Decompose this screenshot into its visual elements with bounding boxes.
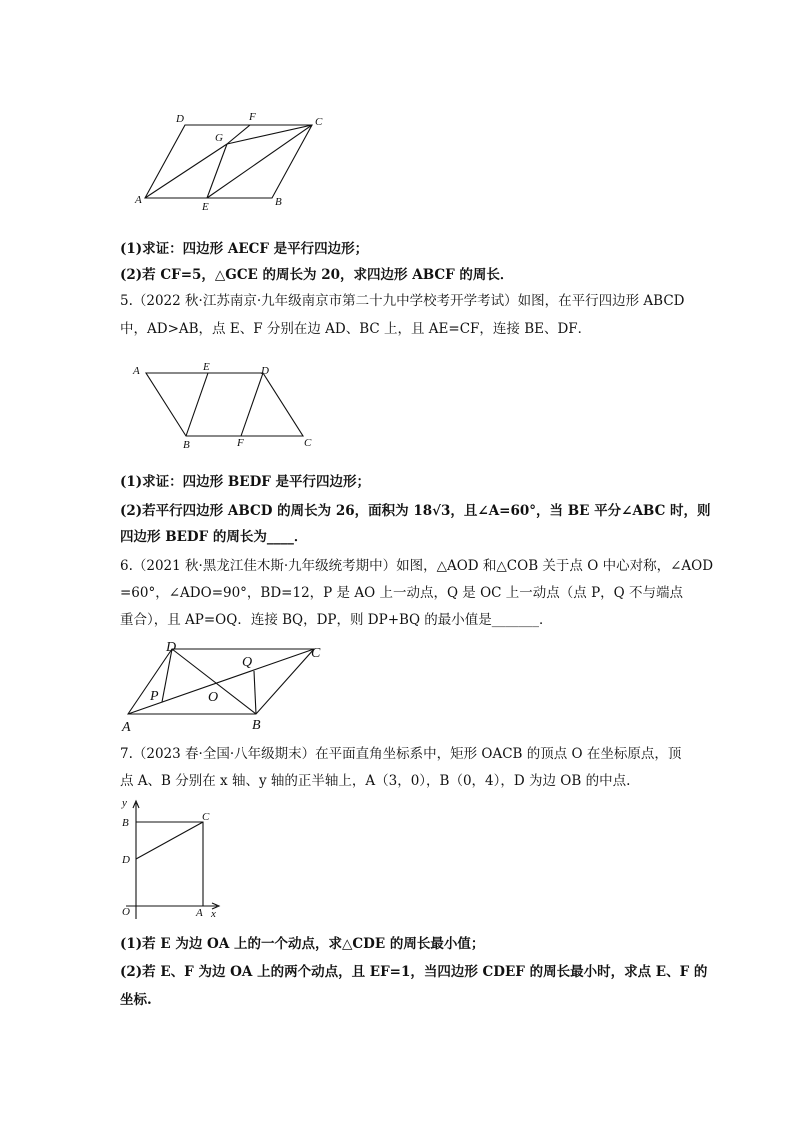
label-a: A [196, 907, 203, 919]
parallelogram-abcd [145, 125, 312, 198]
label-b: B [275, 196, 282, 208]
label-b: B [183, 439, 190, 451]
rectangle-bca [136, 822, 203, 906]
label-a: A [122, 720, 131, 735]
label-g: G [215, 132, 223, 144]
q4-part2: (2)若 CF=5，△GCE 的周长为 20，求四边形 ABCF 的周长． [120, 267, 514, 283]
segment-be [186, 373, 208, 436]
q5-line1: 5.（2022 秋·江苏南京·九年级南京市第二十九中学校考开学考试）如图，在平行四边形 ABCD [120, 293, 685, 309]
label-d: D [176, 113, 184, 125]
label-o: O [122, 906, 130, 918]
q5-part2-line1: (2)若平行四边形 ABCD 的周长为 26，面积为 18√3，且∠A=60°，当 BE 平分∠ABC 时，则 [120, 503, 711, 519]
segment-ac [128, 649, 314, 714]
label-c: C [311, 646, 321, 661]
label-o: O [208, 690, 219, 705]
label-a: A [135, 194, 142, 206]
segment-ag [145, 144, 227, 198]
q7-part2-line2: 坐标. [120, 992, 152, 1008]
label-c: C [304, 437, 312, 449]
segment-bq [254, 671, 256, 714]
label-q: Q [242, 655, 253, 670]
figure-parallelogram-bedf [128, 358, 323, 453]
q7-part1: (1)若 E 为边 OA 上的一个动点，求△CDE 的周长最小值； [120, 936, 485, 952]
figure-central-symmetry [116, 638, 336, 738]
label-a: A [133, 365, 140, 377]
label-e: E [203, 361, 210, 373]
label-c: C [315, 116, 323, 128]
q7-part2-line1: (2)若 E、F 为边 OA 上的两个动点，且 EF=1，当四边形 CDEF 的周长最小时，求点 E、F 的 [120, 964, 708, 980]
q5-line2: 中，AD>AB，点 E、F 分别在边 AD、BC 上，且 AE=CF，连接 BE、DF． [120, 321, 592, 337]
label-e: E [202, 201, 209, 213]
q5-part1: (1)求证：四边形 BEDF 是平行四边形； [120, 474, 371, 490]
parallelogram-abcd-q5 [146, 373, 303, 436]
q4-part1: (1)求证：四边形 AECF 是平行四边形； [120, 241, 369, 257]
q6-line3: 重合），且 AP=OQ．连接 BQ，DP，则 DP+BQ 的最小值是_______． [120, 612, 553, 628]
label-d: D [122, 854, 130, 866]
q7-line1: 7.（2023 春·全国·八年级期末）在平面直角坐标系中，矩形 OACB 的顶点 O 在坐标原点，顶 [120, 746, 682, 762]
figure-coordinate-rectangle [116, 795, 231, 923]
q6-line2: =60°，∠ADO=90°，BD=12，P 是 AO 上一动点，Q 是 OC 上一动点（点 P，Q 不与端点 [120, 585, 684, 601]
q5-part2-line2: 四边形 BEDF 的周长为____． [120, 529, 308, 545]
label-d: D [166, 640, 177, 655]
label-d: D [261, 365, 269, 377]
label-b: B [252, 718, 261, 733]
label-b: B [122, 817, 129, 829]
figure-parallelogram-aecf [130, 108, 340, 213]
label-x: x [211, 908, 216, 920]
q7-line2: 点 A、B 分别在 x 轴、y 轴的正半轴上，A（3，0），B（0，4），D 为边 OB 的中点. [120, 773, 631, 789]
label-f: F [249, 111, 256, 123]
segment-ge [207, 144, 227, 198]
segment-dc [136, 822, 203, 859]
label-p: P [150, 689, 159, 704]
label-c: C [202, 811, 210, 823]
label-y: y [122, 797, 127, 809]
q6-line1: 6.（2021 秋·黑龙江佳木斯·九年级统考期中）如图，△AOD 和△COB 关于点 O 中心对称，∠AOD [120, 558, 714, 574]
segment-df [241, 373, 263, 436]
label-f: F [237, 437, 244, 449]
